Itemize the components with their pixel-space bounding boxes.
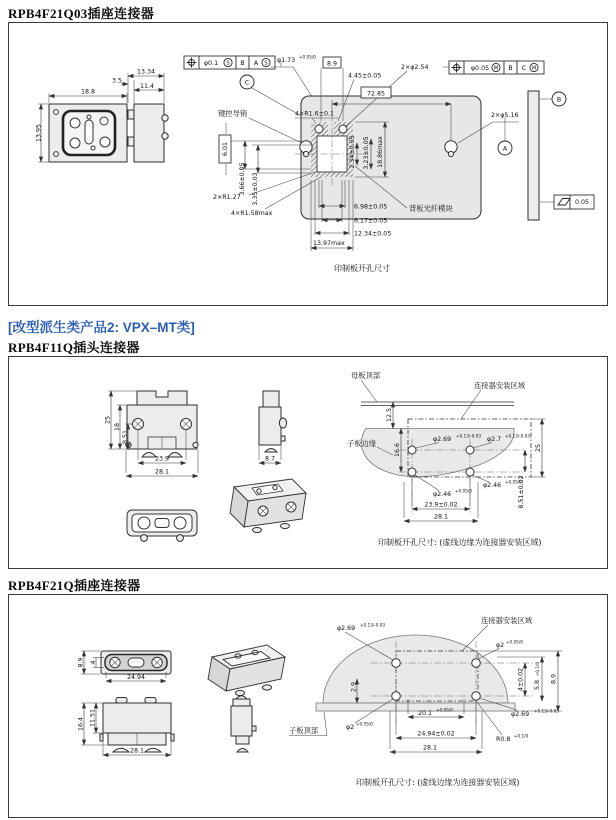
mounting-area-label: 连接器安装区域: [474, 381, 526, 390]
drawing-panel-rpb4f11q: [8, 356, 608, 569]
mounting-hole: [472, 692, 481, 701]
dim-label: 2×φ2.54: [401, 64, 429, 71]
dim-label: 8.9: [77, 657, 85, 668]
dim-label: 24.94: [126, 674, 146, 681]
dim-tolerance: +0.13/-0.03: [360, 622, 386, 628]
datum-ref: C: [521, 65, 527, 72]
dim-label: 11.4: [139, 83, 155, 90]
socket-front-view: [78, 698, 174, 756]
keying-pin-label: 键控导销: [218, 109, 248, 118]
dim-label: 6.01: [222, 141, 230, 157]
dim-label: φ1.73: [277, 57, 296, 64]
dim-tolerance: +0.05/0: [506, 639, 523, 645]
dim-label: 4×R1.6±0.1: [295, 110, 334, 118]
dim-label: 8.51: [122, 429, 130, 445]
dim-label: φ2: [346, 724, 355, 731]
dim-label: 12.34±0.05: [354, 230, 392, 238]
dim-label: 28.1: [422, 744, 438, 752]
dim-label: φ2.46: [483, 482, 502, 489]
dim-label: 20.1: [418, 710, 433, 717]
dim-tolerance: +0.05/0: [436, 707, 453, 713]
dim-label: 23.9±0.02: [424, 501, 458, 509]
dim-label: 25: [104, 415, 112, 425]
dim-label: 28.1: [433, 513, 449, 521]
socket-front-view: [36, 89, 127, 163]
section3-title: RPB4F21Q插座连接器: [8, 578, 141, 593]
dim-label: 8.7: [264, 455, 276, 463]
material-modifier: S: [226, 60, 230, 67]
dim-tolerance: +0.1/0: [514, 733, 529, 739]
mounting-hole: [472, 659, 481, 668]
daughterboard-top-label: [289, 712, 327, 736]
dim-label: 18.86max: [377, 136, 385, 168]
drawing-panel-rpb4f21q: [8, 594, 608, 818]
dim-label: φ2.46: [433, 491, 452, 498]
dim-label: 4.45±0.05: [348, 72, 382, 80]
dim-label: 8.51±0.02: [518, 475, 526, 509]
rpb4f21q03-drawing: [9, 23, 606, 304]
mounting-hole: [466, 468, 474, 476]
dim-label: 3.35±0.03: [252, 172, 260, 206]
dim-tolerance: +0.13/-0.03: [456, 433, 482, 439]
flatness-value: 0.05: [574, 199, 590, 206]
mounting-hole: [408, 446, 416, 454]
position-tolerance-frame-1: [184, 56, 275, 69]
daughterboard-edge-label: 子板边缘: [347, 439, 377, 448]
dim-label: 18: [114, 422, 122, 432]
rpb4f11q-drawing: [9, 357, 606, 567]
dim-label: 2.34±0.05: [349, 135, 357, 169]
dim-label: 23.9: [154, 455, 170, 463]
dim-label: 6.98±0.05: [354, 203, 388, 211]
socket-top-view: [78, 651, 171, 681]
dim-label: φ2.69: [337, 625, 356, 632]
dim-tolerance: +0.13/-0.03: [534, 708, 560, 714]
tolerance-value: φ0.05: [470, 65, 490, 72]
material-modifier: S: [264, 60, 268, 67]
dim-label: φ2.69: [433, 436, 452, 443]
dim-label: 13.97max: [313, 240, 345, 247]
dim-tolerance: +0.05/0: [505, 479, 522, 485]
datum-ref: B: [240, 60, 245, 67]
dim-label: φ2.7: [487, 436, 502, 443]
dim-label: 16.6: [394, 442, 402, 458]
mounting-area-label: 连接器安装区域: [481, 616, 533, 625]
dim-label: 2×φ5.16: [491, 112, 519, 119]
datum-ref: B: [508, 65, 513, 72]
dim-label: 8.9: [550, 673, 558, 685]
dim-label: R0.8: [496, 736, 511, 743]
mounting-hole: [466, 446, 474, 454]
dim-label: 12.5: [386, 407, 394, 423]
datum-ref: A: [253, 60, 259, 67]
backplane-edge-view: [528, 91, 594, 220]
dim-label: 4: [90, 660, 98, 665]
plug-front-view: [105, 391, 198, 476]
drawing-caption: 印制板开孔尺寸: [334, 264, 390, 273]
position-tolerance-frame-2: [449, 61, 544, 74]
dim-label: 2.9: [350, 681, 358, 693]
datum-letter: C: [244, 79, 250, 87]
dim-label: 4±0.02: [517, 667, 525, 692]
dim-label: 3.66±0.05: [239, 162, 247, 196]
dim-label: 28.1: [154, 468, 170, 476]
dim-label: φ2.69: [511, 711, 530, 718]
module-label: 背板光纤模块: [409, 204, 453, 213]
socket-side-view: [231, 696, 256, 752]
dim-label: 4×R1.58max: [231, 210, 273, 217]
dim-label: 13.95: [35, 123, 43, 143]
section2-title: RPB4F11Q插头连接器: [8, 340, 140, 355]
dim-label: 2×R1.27: [213, 194, 241, 201]
tolerance-value: φ0.1: [203, 60, 219, 67]
material-modifier: M: [531, 65, 537, 72]
dim-label: 3.5: [111, 77, 123, 85]
socket-isometric-view: [208, 645, 285, 696]
dim-label: 24.94±0.02: [417, 730, 455, 738]
drawing-caption: 印制板开孔尺寸: (虚线边缘为连接器安装区域): [356, 778, 520, 787]
dim-label: 11.51: [89, 708, 97, 728]
plug-bottom-view: [127, 510, 197, 541]
dim-label: 8.9: [326, 60, 338, 68]
plug-side-view: [259, 391, 287, 463]
motherboard-top-label: 母板顶部: [351, 371, 381, 380]
variant-heading: [改型派生类产品2: VPX–MT类]: [8, 320, 195, 335]
db-top-label: 子板顶部: [289, 726, 319, 735]
dim-label: 16.4: [77, 716, 85, 732]
dim-tolerance: +0.05/0: [299, 54, 316, 60]
rpb4f21q-drawing: [9, 595, 606, 816]
dim-label: 72.85: [366, 90, 386, 98]
mounting-hole: [408, 468, 416, 476]
pcb-opening-view: [347, 371, 545, 547]
dim-label: φ2: [496, 642, 505, 649]
pcb-opening-view: [316, 616, 562, 787]
datum-letter: A: [502, 145, 508, 153]
dim-label: 6.17±0.05: [354, 217, 388, 225]
dim-label: 3.23±0.05: [363, 136, 371, 170]
dim-label: 25: [535, 443, 543, 453]
dim-tolerance: +0.13/-0.03: [505, 433, 531, 439]
material-modifier: M: [493, 65, 499, 72]
dim-label: 18.8: [80, 88, 96, 96]
dim-label: 13.34: [136, 68, 156, 76]
dim-tolerance: +0.1/0: [534, 661, 540, 677]
dim-label: 28.1: [129, 747, 145, 755]
dim-tolerance: +0.05/0: [356, 721, 373, 727]
datum-letter: B: [556, 96, 562, 104]
section1-title: RPB4F21Q03插座连接器: [8, 6, 155, 21]
dim-label: 5.8: [534, 679, 542, 691]
drawing-caption: 印制板开孔尺寸: (虚线边缘为连接器安装区域): [378, 538, 542, 547]
plug-isometric-view: [230, 479, 306, 533]
drawing-panel-rpb4f21q03: [8, 22, 608, 306]
dim-tolerance: +0.05/0: [455, 488, 472, 494]
